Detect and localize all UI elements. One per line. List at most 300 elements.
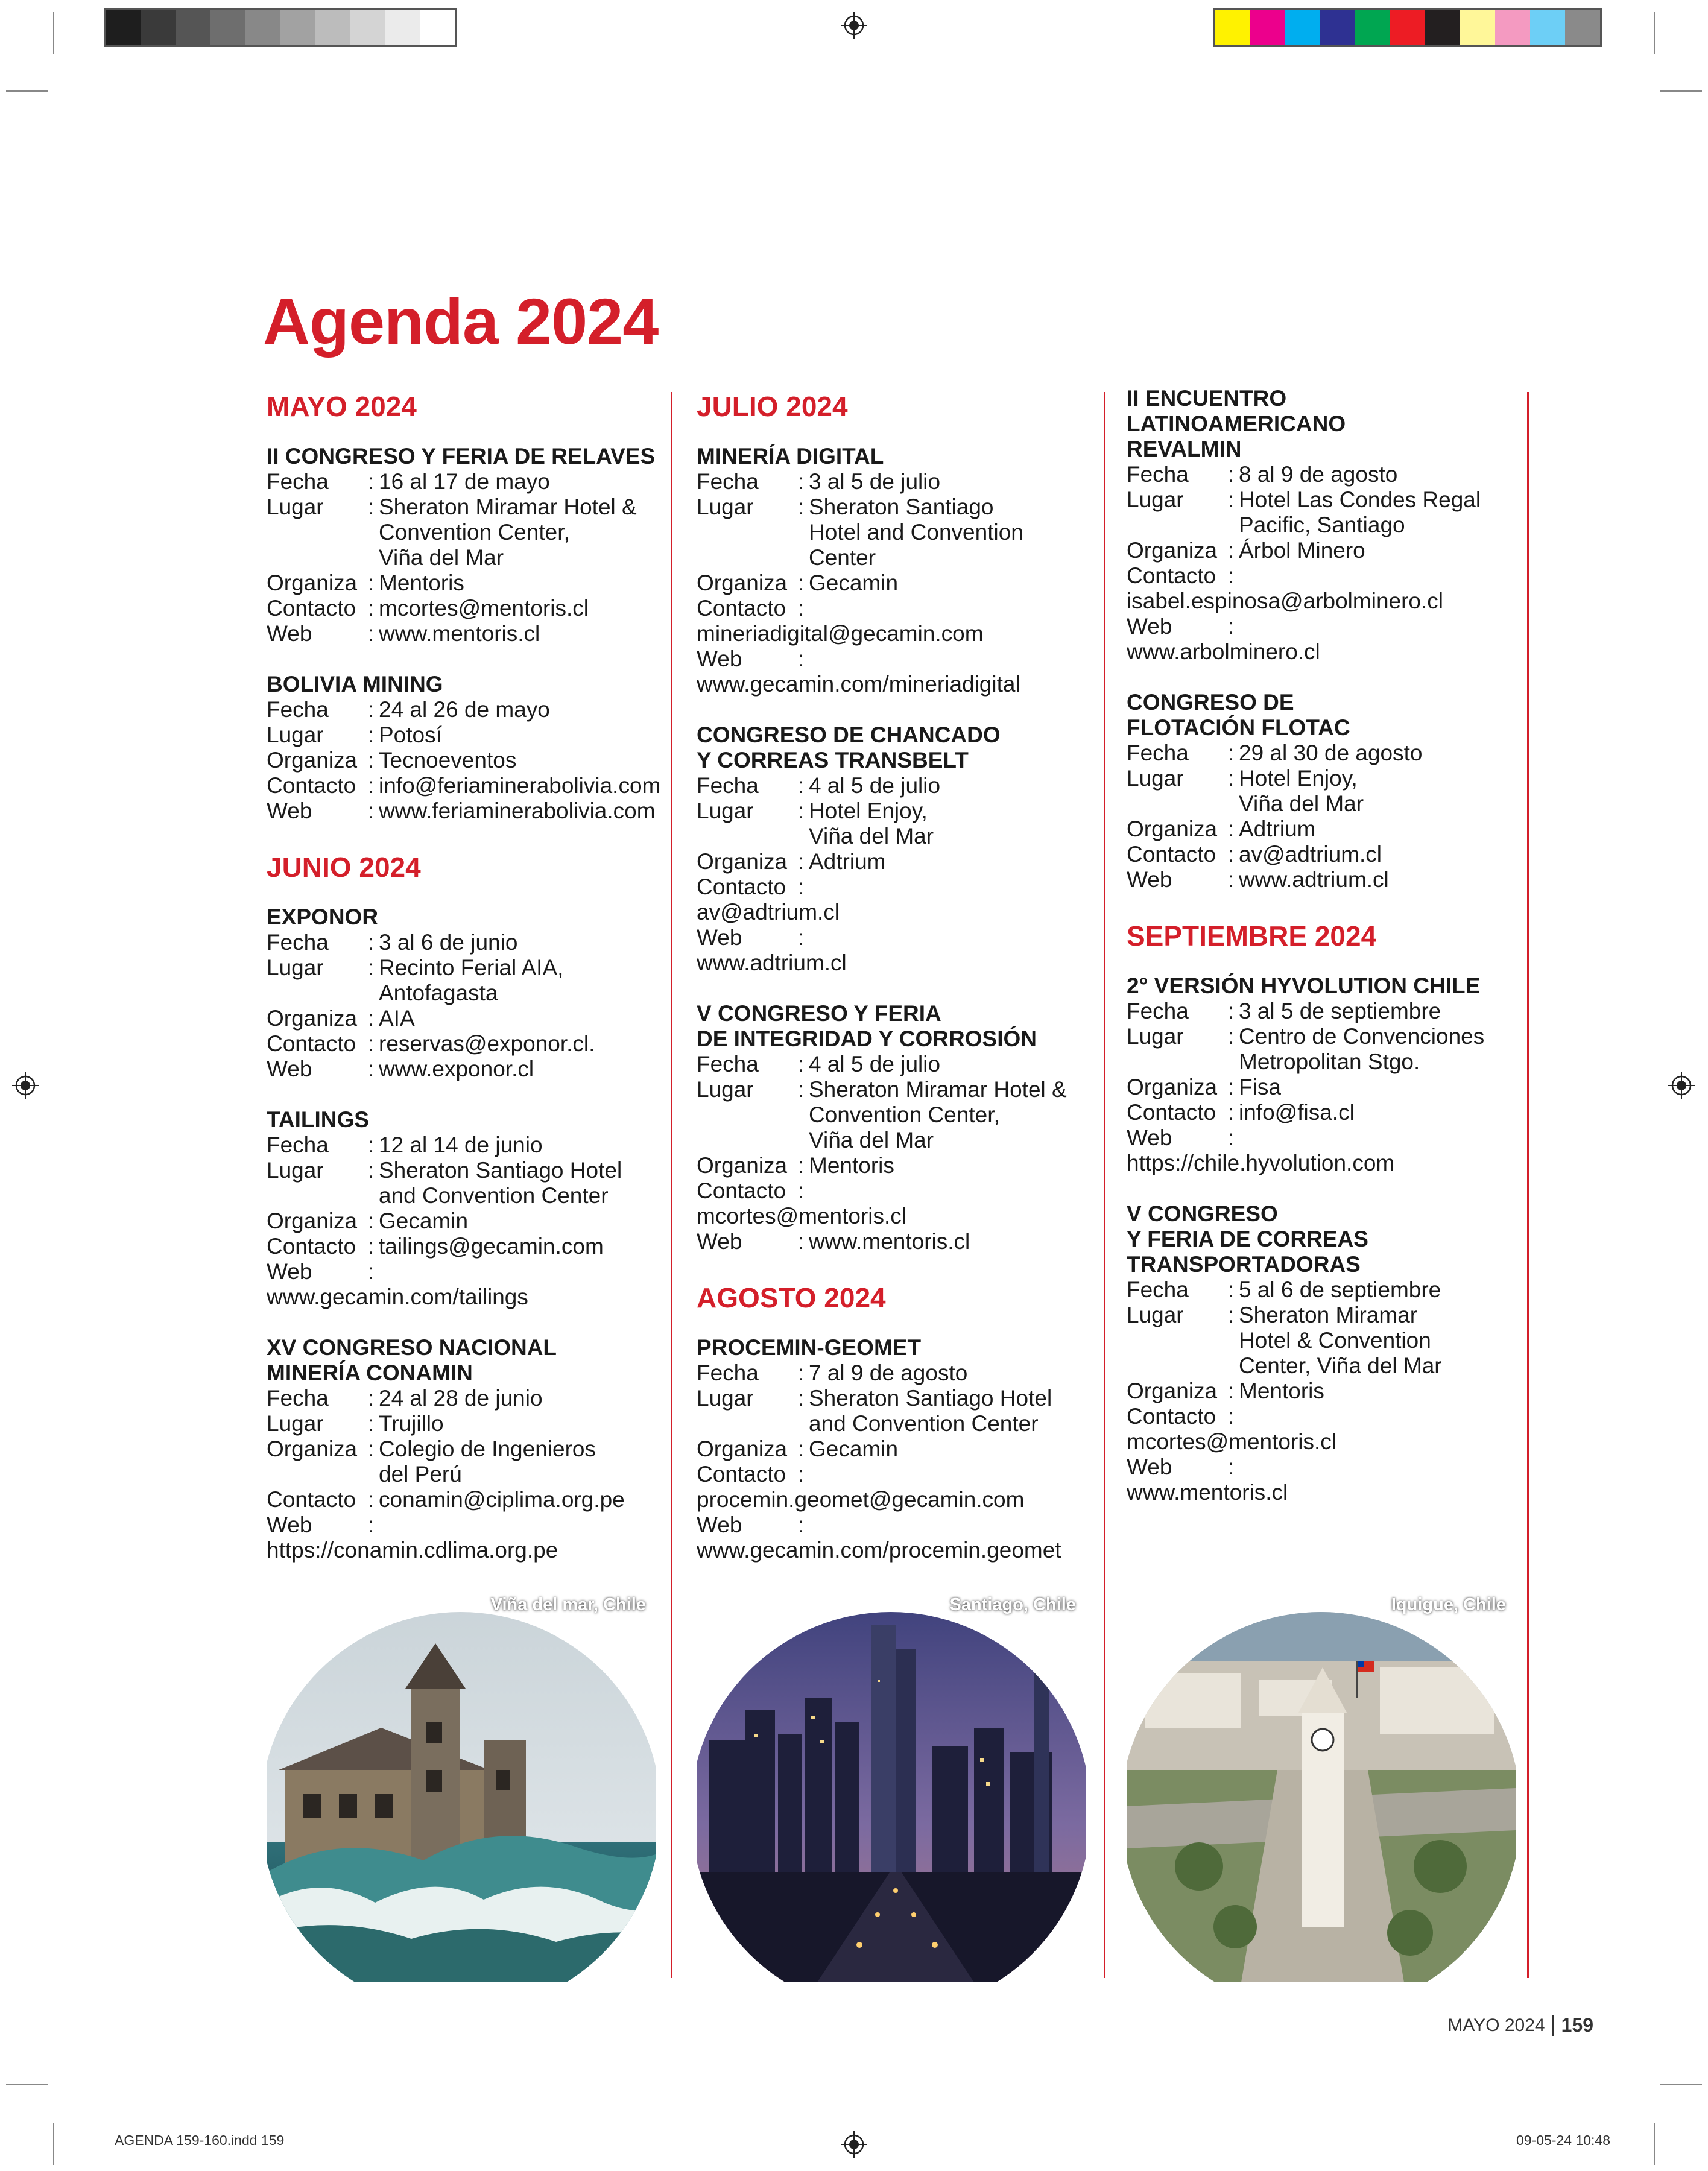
detail-colon: : [1228,842,1235,867]
event-detail-row [1127,1277,1525,1303]
event-detail-row [1127,1125,1525,1151]
color-swatch [1460,10,1495,45]
event-title: XV CONGRESO NACIONAL MINERÍA CONAMIN [267,1335,557,1385]
detail-value: AIA [379,1006,415,1031]
detail-value: 4 al 5 de julio [809,1052,941,1076]
detail-label: Contacto [267,1031,356,1056]
detail-colon: : [368,697,375,722]
detail-colon: : [1228,1379,1235,1403]
event-entry [697,1335,1095,1563]
detail-value: www.mentoris.cl [1127,1480,1288,1505]
event-entry [1127,973,1525,1176]
detail-value: mcortes@mentoris.cl [379,596,589,621]
detail-value: www.gecamin.com/tailings [267,1285,528,1309]
color-swatch [245,10,280,45]
detail-colon: : [1228,462,1235,487]
detail-label: Lugar [697,798,754,823]
color-swatch [1215,10,1250,45]
agenda-column-3 [1127,386,1525,1531]
detail-value: www.exponor.cl [379,1057,534,1081]
detail-colon: : [798,1153,805,1178]
detail-label: Fecha [697,469,759,494]
gray-calibration-bar [104,8,457,47]
detail-value: Gecamin [809,1436,899,1461]
event-detail-row [267,1487,665,1512]
detail-label: Fecha [267,930,329,955]
detail-colon: : [1228,1455,1235,1479]
event-entry [697,722,1095,976]
detail-label: Fecha [1127,1277,1189,1302]
event-detail-row [697,1229,1095,1254]
event-detail-row [1127,563,1525,589]
detail-value: av@adtrium.cl [697,900,840,924]
city-skyline-night-image [697,1589,1086,1982]
detail-label: Contacto [697,1178,786,1203]
event-title: II CONGRESO Y FERIA DE RELAVES [267,444,656,469]
event-detail-row [267,621,665,646]
detail-value: 3 al 5 de septiembre [1239,999,1441,1023]
detail-value: Recinto Ferial AIA, Antofagasta [379,955,564,1005]
registration-mark-bottom-icon [841,2131,867,2158]
detail-value: www.feriaminerabolivia.com [379,798,656,823]
color-swatch [106,10,141,45]
detail-label: Web [697,925,742,950]
crop-mark [53,12,54,54]
registration-mark-left-icon [12,1072,39,1099]
color-swatch [176,10,210,45]
detail-label: Lugar [1127,1303,1184,1327]
event-detail-row [267,798,665,824]
detail-colon: : [1228,741,1235,765]
detail-colon: : [798,1229,805,1254]
detail-colon: : [368,596,375,621]
detail-colon: : [1228,1404,1235,1429]
detail-label: Organiza [1127,538,1218,563]
event-detail-row [697,469,1095,495]
color-swatch [1250,10,1285,45]
detail-label: Lugar [697,1386,754,1411]
event-detail-row [267,1411,665,1436]
event-detail-row [697,925,1095,950]
detail-value: 8 al 9 de agosto [1239,462,1398,487]
event-detail-row [1127,999,1525,1024]
detail-label: Contacto [1127,1404,1216,1429]
color-swatch [1530,10,1565,45]
detail-value: 24 al 26 de mayo [379,697,550,722]
event-title: 2° VERSIÓN HYVOLUTION CHILE [1127,973,1481,998]
crop-mark [6,90,48,92]
event-title: PROCEMIN-GEOMET [697,1335,922,1360]
color-swatch [420,10,455,45]
column-divider [671,392,672,1978]
detail-colon: : [1228,766,1235,791]
detail-label: Fecha [267,1133,329,1157]
detail-value: Adtrium [1239,817,1316,841]
detail-value: mineriadigital@gecamin.com [697,621,984,646]
detail-colon: : [798,1512,805,1537]
detail-colon: : [368,1411,375,1436]
detail-colon: : [1228,614,1235,639]
event-detail-row [697,1512,1095,1538]
event-title: V CONGRESO Y FERIA DE CORREAS TRANSPORTADORAS [1127,1201,1368,1277]
event-entry [267,1335,665,1563]
slug-date-time: 09-05-24 10:48 [1516,2132,1610,2148]
detail-label: Lugar [697,495,754,519]
detail-colon: : [1228,1277,1235,1302]
event-detail-row [267,1133,665,1158]
detail-label: Web [1127,1125,1172,1150]
detail-value: Colegio de Ingenieros del Perú [379,1436,596,1487]
detail-value: Adtrium [809,849,886,874]
month-heading: JULIO 2024 [697,391,848,422]
detail-value: www.gecamin.com/procemin.geomet [697,1538,1061,1563]
clock-tower-plaza-image [1127,1589,1516,1982]
crop-mark [1654,2123,1655,2165]
detail-label: Lugar [1127,766,1184,791]
detail-label: Web [697,1512,742,1537]
detail-label: Web [267,1057,312,1081]
event-title: TAILINGS [267,1107,369,1132]
detail-label: Contacto [697,1462,786,1487]
color-swatch [1320,10,1355,45]
detail-label: Contacto [697,874,786,899]
event-detail-row [267,570,665,596]
event-detail-row [1127,538,1525,563]
detail-value: 29 al 30 de agosto [1239,741,1423,765]
event-detail-row [1127,1303,1525,1379]
event-detail-row [267,1209,665,1234]
crop-mark [53,2123,54,2165]
detail-label: Lugar [697,1077,754,1102]
detail-colon: : [368,1031,375,1056]
detail-value: Gecamin [379,1209,469,1233]
event-detail-row [267,1386,665,1411]
detail-colon: : [368,1259,375,1284]
detail-colon: : [368,1209,375,1233]
detail-colon: : [368,773,375,798]
detail-value: Gecamin [809,570,899,595]
detail-label: Organiza [1127,1075,1218,1099]
event-detail-row [1127,614,1525,639]
event-detail-row [267,955,665,1006]
detail-colon: : [368,748,375,773]
event-title: II ENCUENTRO LATINOAMERICANO REVALMIN [1127,386,1346,461]
detail-colon: : [798,1360,805,1385]
detail-colon: : [1228,1075,1235,1099]
detail-label: Organiza [267,1006,358,1031]
event-detail-row [267,748,665,773]
slug-file-info: AGENDA 159-160.indd 159 [115,2132,285,2148]
detail-label: Organiza [267,748,358,773]
detail-colon: : [798,773,805,798]
color-swatch [1565,10,1600,45]
event-detail-row [1127,817,1525,842]
detail-colon: : [368,1133,375,1157]
detail-colon: : [368,1436,375,1461]
event-title: MINERÍA DIGITAL [697,444,884,469]
event-entry [697,1001,1095,1254]
event-title: CONGRESO DE FLOTACIÓN FLOTAC [1127,690,1350,740]
column-divider [1527,392,1529,1978]
detail-value: www.mentoris.cl [809,1229,970,1254]
folio-divider [1552,2015,1554,2036]
event-detail-row [1127,462,1525,487]
detail-label: Organiza [1127,1379,1218,1403]
event-entry [1127,1201,1525,1505]
detail-label: Organiza [267,1209,358,1233]
castle-by-the-sea-image [267,1589,656,1982]
event-detail-row [267,1259,665,1285]
detail-label: Web [267,621,312,646]
detail-value: www.adtrium.cl [1239,867,1389,892]
color-swatch [1390,10,1425,45]
detail-label: Organiza [267,1436,358,1461]
event-detail-row [267,722,665,748]
detail-label: Contacto [267,1234,356,1259]
event-detail-row [267,930,665,955]
event-detail-row [697,798,1095,849]
crop-mark [1660,2084,1702,2085]
detail-label: Organiza [697,849,788,874]
event-detail-row [697,773,1095,798]
detail-label: Web [267,1259,312,1284]
detail-label: Contacto [1127,563,1216,588]
detail-value: https://chile.hyvolution.com [1127,1151,1395,1175]
detail-value: Hotel Enjoy, Viña del Mar [809,798,934,848]
detail-value: info@fisa.cl [1239,1100,1355,1125]
detail-label: Lugar [267,955,324,980]
detail-label: Fecha [1127,999,1189,1023]
detail-label: Fecha [267,697,329,722]
color-swatch [385,10,420,45]
event-entry [267,672,665,824]
detail-value: Sheraton Miramar Hotel & Convention Center, Viña del Mar [809,1077,1067,1152]
detail-label: Web [1127,1455,1172,1479]
event-detail-row [697,596,1095,621]
event-detail-row [1127,867,1525,893]
detail-label: Organiza [697,1436,788,1461]
detail-colon: : [368,570,375,595]
detail-value: Árbol Minero [1239,538,1365,563]
detail-label: Web [267,798,312,823]
detail-colon: : [368,930,375,955]
detail-label: Contacto [267,596,356,621]
detail-value: Sheraton Miramar Hotel & Convention Center, Viña del Mar [379,495,637,570]
crop-mark [1654,12,1655,54]
detail-label: Fecha [1127,741,1189,765]
detail-colon: : [798,1462,805,1487]
event-detail-row [697,1360,1095,1386]
detail-value: www.adtrium.cl [697,950,847,975]
event-detail-row [267,697,665,722]
detail-label: Lugar [267,1158,324,1183]
detail-colon: : [368,1006,375,1031]
detail-label: Fecha [697,1052,759,1076]
detail-value: info@feriaminerabolivia.com [379,773,661,798]
detail-value: 3 al 5 de julio [809,469,941,494]
detail-colon: : [798,1436,805,1461]
event-detail-row [267,1158,665,1209]
color-swatch [141,10,176,45]
detail-label: Organiza [1127,817,1218,841]
detail-value: isabel.espinosa@arbolminero.cl [1127,589,1443,613]
detail-value: Hotel Enjoy, Viña del Mar [1239,766,1364,816]
event-detail-row [267,1006,665,1031]
detail-value: 3 al 6 de junio [379,930,518,955]
event-detail-row [1127,741,1525,766]
detail-colon: : [798,596,805,621]
detail-value: 16 al 17 de mayo [379,469,550,494]
detail-label: Web [1127,614,1172,639]
detail-value: Hotel Las Condes Regal Pacific, Santiago [1239,487,1481,537]
color-swatch [1355,10,1390,45]
color-swatch [1425,10,1460,45]
detail-colon: : [798,1077,805,1102]
event-detail-row [697,1153,1095,1178]
detail-colon: : [1228,563,1235,588]
detail-value: 4 al 5 de julio [809,773,941,798]
event-title: V CONGRESO Y FERIA DE INTEGRIDAD Y CORROSIÓN [697,1001,1037,1051]
detail-value: Mentoris [1239,1379,1324,1403]
event-entry [1127,690,1525,893]
detail-colon: : [368,1234,375,1259]
photo-caption: Iquigue, Chile [1391,1595,1506,1614]
agenda-column-2 [697,386,1095,1588]
detail-value: Centro de Convenciones Metropolitan Stgo. [1239,1024,1485,1074]
detail-label: Contacto [267,1487,356,1512]
detail-label: Fecha [697,773,759,798]
event-detail-row [697,1386,1095,1436]
detail-label: Lugar [267,1411,324,1436]
detail-label: Lugar [1127,487,1184,512]
event-detail-row [267,773,665,798]
event-detail-row [267,495,665,570]
event-detail-row [267,469,665,495]
detail-value: https://conamin.cdlima.org.pe [267,1538,558,1563]
event-detail-row [1127,1455,1525,1480]
detail-colon: : [368,469,375,494]
detail-colon: : [368,722,375,747]
photo-vina-del-mar [267,1589,656,1982]
event-detail-row [697,646,1095,672]
month-heading: SEPTIEMBRE 2024 [1127,920,1377,952]
detail-colon: : [798,495,805,519]
color-swatch [350,10,385,45]
detail-value: mcortes@mentoris.cl [697,1204,907,1228]
detail-colon: : [368,495,375,519]
detail-colon: : [798,874,805,899]
detail-value: av@adtrium.cl [1239,842,1382,867]
detail-value: reservas@exponor.cl. [379,1031,595,1056]
detail-label: Contacto [267,773,356,798]
event-detail-row [697,874,1095,900]
detail-value: Fisa [1239,1075,1281,1099]
event-detail-row [1127,1404,1525,1429]
color-swatch [315,10,350,45]
detail-colon: : [1228,867,1235,892]
detail-label: Contacto [697,596,786,621]
event-detail-row [267,596,665,621]
event-detail-row [697,1178,1095,1204]
detail-label: Lugar [1127,1024,1184,1049]
event-entry [697,444,1095,697]
detail-value: Mentoris [379,570,464,595]
event-title: EXPONOR [267,905,379,929]
detail-value: Tecnoeventos [379,748,517,773]
detail-value: tailings@gecamin.com [379,1234,604,1259]
detail-value: 24 al 28 de junio [379,1386,543,1411]
detail-colon: : [798,646,805,671]
detail-colon: : [798,1052,805,1076]
detail-colon: : [798,1386,805,1411]
event-detail-row [267,1512,665,1538]
photo-iquique [1127,1589,1516,1982]
event-detail-row [1127,487,1525,538]
detail-colon: : [1228,487,1235,512]
detail-colon: : [368,798,375,823]
detail-colon: : [368,955,375,980]
detail-value: Sheraton Santiago Hotel and Convention Center [379,1158,622,1208]
detail-value: 7 al 9 de agosto [809,1360,968,1385]
detail-colon: : [368,621,375,646]
event-detail-row [697,1436,1095,1462]
month-heading: AGOSTO 2024 [697,1282,886,1313]
detail-colon: : [798,469,805,494]
detail-colon: : [1228,538,1235,563]
event-detail-row [1127,766,1525,817]
detail-colon: : [368,1158,375,1183]
event-detail-row [267,1234,665,1259]
color-swatch [1495,10,1530,45]
registration-mark-right-icon [1668,1072,1695,1099]
event-detail-row [697,1052,1095,1077]
detail-label: Organiza [697,570,788,595]
detail-label: Lugar [267,722,324,747]
page-folio [1447,2014,1593,2037]
event-detail-row [1127,1024,1525,1075]
detail-value: Potosí [379,722,442,747]
detail-colon: : [1228,1303,1235,1327]
detail-colon: : [798,798,805,823]
photo-caption: Viña del mar, Chile [490,1595,646,1614]
event-detail-row [697,1077,1095,1153]
detail-colon: : [1228,1024,1235,1049]
event-title: CONGRESO DE CHANCADO Y CORREAS TRANSBELT [697,722,1001,773]
detail-colon: : [1228,1125,1235,1150]
detail-value: www.mentoris.cl [379,621,540,646]
event-entry [267,905,665,1082]
detail-value: Sheraton Miramar Hotel & Convention Center, Viña del Mar [1239,1303,1442,1378]
detail-colon: : [1228,999,1235,1023]
agenda-column-1 [267,386,665,1588]
detail-colon: : [368,1512,375,1537]
event-detail-row [267,1436,665,1487]
detail-label: Organiza [697,1153,788,1178]
detail-value: procemin.geomet@gecamin.com [697,1487,1025,1512]
color-swatch [1285,10,1320,45]
detail-value: mcortes@mentoris.cl [1127,1429,1337,1454]
detail-colon: : [368,1487,375,1512]
event-detail-row [1127,1100,1525,1125]
month-heading: MAYO 2024 [267,391,417,422]
crop-mark [6,2084,48,2085]
detail-colon: : [368,1057,375,1081]
color-swatch [280,10,315,45]
detail-value: Sheraton Santiago Hotel and Convention Center [809,495,1023,570]
detail-label: Fecha [267,469,329,494]
event-entry [267,444,665,646]
event-title: BOLIVIA MINING [267,672,443,697]
